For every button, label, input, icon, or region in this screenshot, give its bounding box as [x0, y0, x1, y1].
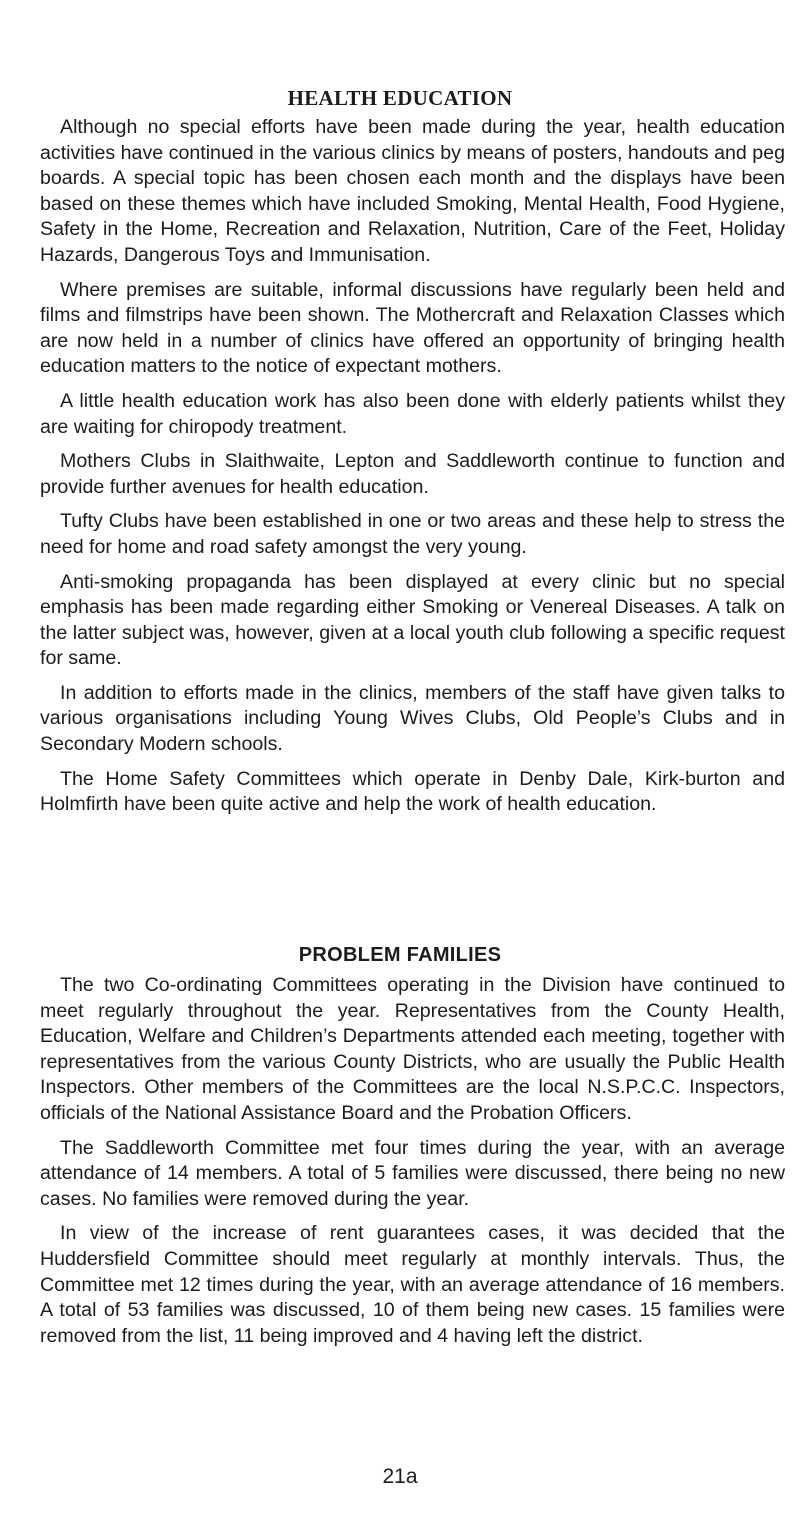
paragraph: Anti-smoking propaganda has been displayed at every clinic but no special emphasis has been made regarding either Smoking or Venereal Diseases. A talk on the latter subject was, however, given at a local youth club following a specific request for same.	[40, 570, 785, 670]
section-title-problem-families: PROBLEM FAMILIES	[298, 944, 502, 966]
paragraph: Tufty Clubs have been established in one or two areas and these help to stress the need for home and road safety amongst the very young.	[40, 510, 785, 558]
section-body-problem-families	[40, 973, 785, 1358]
paragraph: Where premises are suitable, informal discussions have regularly been held and films and filmstrips have been shown. The Mothercraft and Relaxation Classes which are now held in a number of clinics have offered an opportunity of bringing health education matters to the notice of expectant mothers.	[40, 278, 785, 378]
paragraph: Although no special efforts have been made during the year, health education activities have continued in the various clinics by means of posters, handouts and peg boards. A special topic has been chosen each month and the displays have been based on these themes which have included Smoking, Mental Health, Food Hygiene, Safety in the Home, Recreation and Relaxation, Nutrition, Care of the Feet, Holiday Hazards, Dangerous Toys and Immunisation.	[40, 116, 785, 266]
paragraph: A little health education work has also been done with elderly patients whilst they are waiting for chiropody treatment.	[40, 389, 785, 438]
section-title-health-education: HEALTH EDUCATION	[287, 86, 513, 110]
paragraph: The two Co-ordinating Committees operating in the Division have continued to meet regularly throughout the year. Representatives from the County Health, Education, Welfare and Children’s Departments attended each meeting, together with representatives from the various County Districts, who are usually the Public Health Inspectors. Other members of the Committees are the local N.S.P.C.C. Inspectors, officials of the National Assistance Board and the Probation Officers.	[40, 974, 785, 1124]
page-number: 21a	[382, 1465, 418, 1488]
paragraph: Mothers Clubs in Slaithwaite, Lepton and Saddleworth continue to function and provide further avenues for health education.	[40, 450, 785, 498]
paragraph: In view of the increase of rent guarantees cases, it was decided that the Huddersfield Committee should meet regularly at monthly intervals. Thus, the Committee met 12 times during the year, with an average attendance of 16 members. A total of 53 families was discussed, 10 of them being new cases. 15 families were removed from the list, 11 being improved and 4 having left the district.	[40, 1222, 785, 1347]
paragraph: The Home Safety Committees which operate in Denby Dale, Kirk-burton and Holmfirth have been quite active and help the work of health education.	[40, 767, 785, 816]
section-body-health-education	[40, 115, 785, 827]
paragraph: The Saddleworth Committee met four times during the year, with an average attendance of 14 members. A total of 5 families were discussed, there being no new cases. No families were removed during the year.	[40, 1136, 785, 1210]
paragraph: In addition to efforts made in the clinics, members of the staff have given talks to various organisations including Young Wives Clubs, Old People’s Clubs and in Secondary Modern schools.	[40, 681, 785, 756]
